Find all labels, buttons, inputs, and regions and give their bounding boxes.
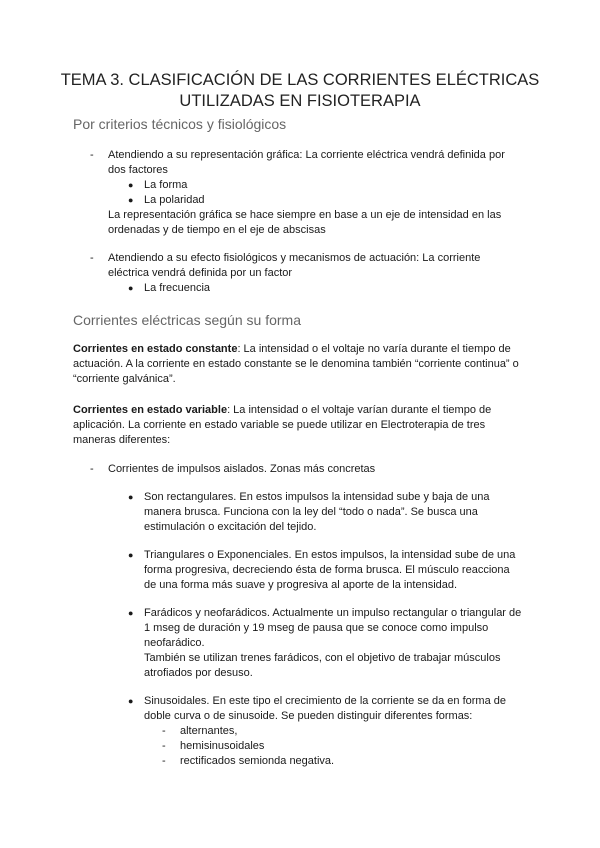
bullet-icon: ● <box>128 283 134 293</box>
dash-marker: - <box>162 755 166 767</box>
para1-line2: actuación. A la corriente en estado constante se le denomina también “corriente continua” o <box>73 358 519 370</box>
para2-line2: aplicación. La corriente en estado variable se puede utilizar en Electroterapia de tres <box>73 419 486 431</box>
item2-line1: Atendiendo a su efecto fisiológicos y mecanismos de actuación: La corriente <box>108 252 481 264</box>
sinus-line2: doble curva o de sinusoide. Se pueden distinguir diferentes formas: <box>144 710 473 722</box>
item1-bullet-forma: La forma <box>144 179 188 191</box>
item1-line1: Atendiendo a su representación gráfica: La corriente eléctrica vendrá definida por <box>108 149 505 161</box>
sinus-line1: Sinusoidales. En este tipo el crecimiento de la corriente se da en forma de <box>144 695 506 707</box>
farad-line5: atrofiados por desuso. <box>144 667 253 679</box>
dash-marker: - <box>90 463 94 475</box>
para2-bold: Corrientes en estado variable <box>73 404 228 416</box>
rect-line3: estimulación o excitación del tejido. <box>144 521 317 533</box>
rect-line1: Son rectangulares. En estos impulsos la intensidad sube y baja de una <box>144 491 490 503</box>
rect-line2: manera brusca. Funciona con la ley del “todo o nada”. Se busca una <box>144 506 478 518</box>
sub-label: Corrientes de impulsos aislados. Zonas más concretas <box>108 463 376 475</box>
farad-line1: Farádicos y neofarádicos. Actualmente un impulso rectangular o triangular de <box>144 607 522 619</box>
para1-line1 <box>73 342 511 358</box>
para1-line1-rest: : La intensidad o el voltaje no varía durante el tiempo de <box>237 343 511 355</box>
dash-marker: - <box>162 725 166 737</box>
section-heading-criterios: Por criterios técnicos y fisiológicos <box>73 116 287 132</box>
bullet-icon: ● <box>128 492 134 502</box>
sinus-sub-hemisinusoidales: hemisinusoidales <box>180 740 265 752</box>
tri-line3: de una forma más suave y progresiva al aporte de la intensidad. <box>144 579 458 591</box>
para2-line1-rest: : La intensidad o el voltaje varían durante el tiempo de <box>227 404 492 416</box>
para2-line3: maneras diferentes: <box>73 434 171 446</box>
sinus-sub-rectificados: rectificados semionda negativa. <box>180 755 335 767</box>
para2-line1 <box>73 403 491 419</box>
dash-marker: - <box>90 252 94 264</box>
dash-marker: - <box>162 740 166 752</box>
tri-line1: Triangulares o Exponenciales. En estos impulsos, la intensidad sube de una <box>144 549 516 561</box>
title-line-2: UTILIZADAS EN FISIOTERAPIA <box>179 92 421 110</box>
bullet-icon: ● <box>128 696 134 706</box>
item1-line2: dos factores <box>108 164 168 176</box>
item2-line2: eléctrica vendrá definida por un factor <box>108 267 293 279</box>
sinus-sub-alternantes: alternantes, <box>180 725 238 737</box>
tri-line2: forma progresiva, decreciendo ésta de forma brusca. El músculo reacciona <box>144 564 510 576</box>
document-title <box>60 70 540 112</box>
bullet-icon: ● <box>128 180 134 190</box>
para1-line3: “corriente galvánica”. <box>73 373 176 385</box>
farad-line2: 1 mseg de duración y 19 mseg de pausa que se conoce como impulso <box>144 622 489 634</box>
bullet-icon: ● <box>128 608 134 618</box>
item1-note-line1: La representación gráfica se hace siempre en base a un eje de intensidad en las <box>108 209 502 221</box>
para1-bold: Corrientes en estado constante <box>73 343 238 355</box>
bullet-icon: ● <box>128 195 134 205</box>
title-line-1: TEMA 3. CLASIFICACIÓN DE LAS CORRIENTES ELÉCTRICAS <box>60 71 540 89</box>
bullet-icon: ● <box>128 550 134 560</box>
section-heading-forma: Corrientes eléctricas según su forma <box>73 312 301 328</box>
farad-line4: También se utilizan trenes farádicos, con el objetivo de trabajar músculos <box>144 652 501 664</box>
farad-line3: neofarádico. <box>144 637 205 649</box>
item2-bullet-frecuencia: La frecuencia <box>144 282 211 294</box>
item1-note-line2: ordenadas y de tiempo en el eje de abscisas <box>108 224 326 236</box>
item1-bullet-polaridad: La polaridad <box>144 194 205 206</box>
dash-marker: - <box>90 149 94 161</box>
